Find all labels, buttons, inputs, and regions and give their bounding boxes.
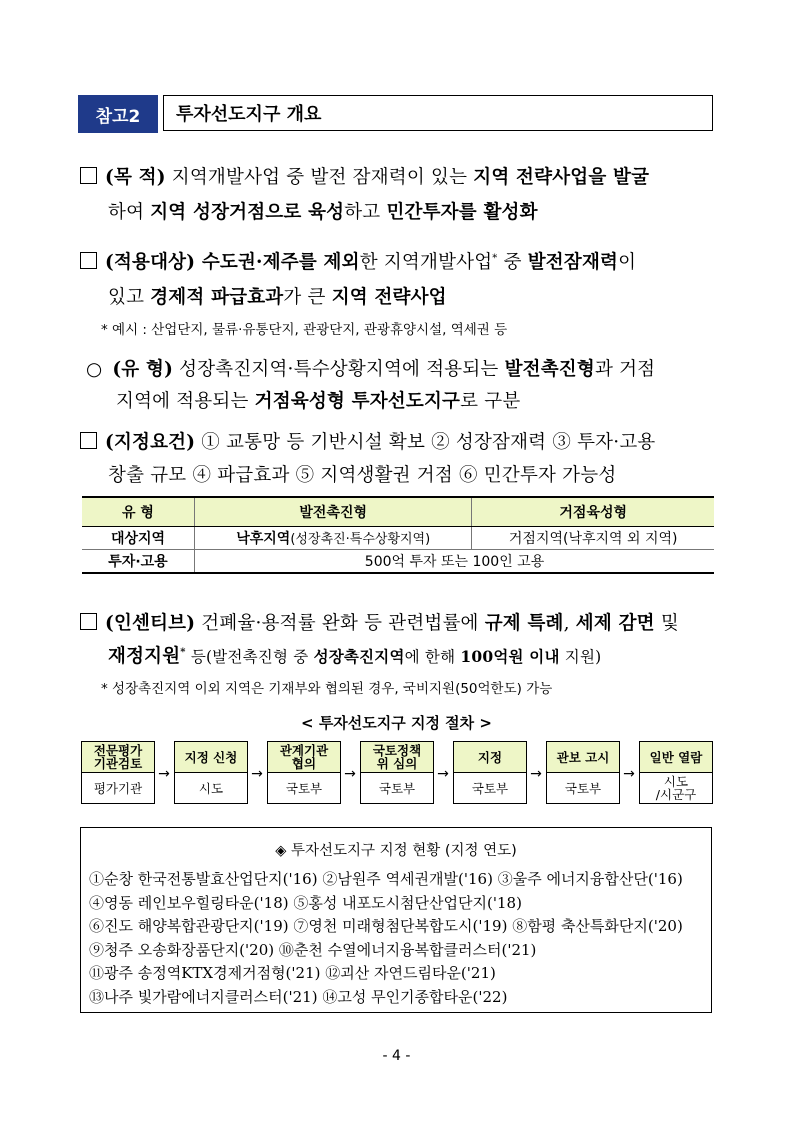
requirements-label: (지정요건) — [105, 432, 196, 453]
text-bold: 지역 성장거점으로 육성 — [150, 202, 345, 223]
arrow-right-icon: → — [251, 766, 263, 782]
process-step — [360, 741, 434, 804]
text: 지역에 적용되는 — [116, 391, 255, 412]
text: 지역개발사업 중 발전 잠재력이 있는 — [165, 167, 474, 188]
designation-status-box — [80, 827, 712, 1013]
table-header-cell: 거점육성형 — [472, 497, 714, 527]
text-bold: 지역 전략사업 — [331, 287, 447, 308]
text: (성장촉진·특수상황지역) — [290, 532, 431, 547]
text: 이 — [618, 252, 637, 273]
page-number: - 4 - — [382, 1048, 411, 1064]
text: 하고 — [344, 202, 387, 223]
arrow-right-icon: → — [623, 766, 635, 782]
designation-row: ⑪광주 송정역KTX경제거점형('21) ⑫괴산 자연드림타운('21) — [89, 964, 496, 982]
footnote-mark: * — [492, 252, 498, 264]
designation-row: ④영동 레인보우힐링타운('18) ⑤홍성 내포도시첨단산업단지('18) — [89, 893, 522, 912]
process-title: < 투자선도지구 지정 절차 > — [301, 714, 492, 732]
checkbox-icon — [80, 432, 97, 449]
incentive-line-2 — [108, 642, 601, 668]
text: 지원) — [559, 648, 602, 666]
text: 과 거점 — [594, 359, 656, 380]
scope-line-1 — [80, 248, 636, 274]
text-bold: 거점육성형 투자선도지구 — [254, 391, 461, 412]
text-bold: 낙후지역 — [236, 531, 291, 547]
scope-note: * 예시 : 산업단지, 물류·유통단지, 관광단지, 관광휴양시설, 역세권 등 — [101, 322, 508, 338]
table-cell: 투자·고용 — [82, 550, 195, 574]
text: 에 한해 — [404, 648, 461, 666]
text: ① 교통망 등 기반시설 확보 ② 성장잠재력 ③ 투자·고용 — [195, 432, 656, 453]
incentive-line-1 — [80, 609, 679, 635]
purpose-line-2 — [108, 198, 538, 224]
process-step-actor: 국토부 — [471, 780, 509, 796]
table-cell: 거점지역(낙후지역 외 지역) — [472, 527, 714, 550]
text-bold: 발전잠재력 — [527, 252, 619, 273]
incentive-label: (인센티브) — [105, 613, 196, 634]
section-tag: 참고2 — [78, 95, 158, 133]
process-step-title: 관보 고시 — [547, 742, 619, 773]
process-step-actor: 시도 — [198, 780, 224, 796]
table-cell: 대상지역 — [82, 527, 195, 550]
arrow-right-icon: → — [437, 766, 449, 782]
types-line-1 — [86, 355, 655, 381]
process-step-actor: 시도 /시군구 — [655, 774, 697, 802]
text: 창출 규모 ④ 파급효과 ⑤ 지역생활권 거점 ⑥ 민간투자 가능성 — [108, 465, 617, 486]
process-step-actor: 국토부 — [564, 780, 602, 796]
process-step-title: 관계기관 협의 — [268, 742, 340, 773]
table-header-cell: 발전촉진형 — [195, 497, 472, 527]
designation-row: ⑥진도 해양복합관광단지('19) ⑦영천 미래형첨단복합도시('19) ⑧함평 축산특화단지('20) — [89, 917, 683, 935]
types-label: (유 형) — [112, 359, 174, 380]
section-title: 투자선도지구 개요 — [163, 95, 713, 131]
checkbox-icon — [80, 167, 97, 184]
checkbox-icon — [80, 252, 97, 269]
types-line-2 — [116, 387, 520, 413]
checkbox-icon — [80, 613, 97, 630]
process-step-actor: 국토부 — [285, 780, 323, 796]
process-step — [639, 741, 713, 804]
text-bold: 경제적 파급효과 — [150, 287, 284, 308]
process-step-actor: 평가기관 — [93, 780, 143, 796]
requirements-line-2 — [108, 461, 616, 487]
table-cell — [195, 527, 472, 550]
text-bold: 지역 전략사업을 발굴 — [473, 167, 650, 188]
text-bold: 성장촉진지역 — [313, 647, 405, 666]
text-bold: 민간투자를 활성화 — [386, 202, 538, 223]
text: 있고 — [108, 287, 151, 308]
arrow-right-icon: → — [158, 766, 170, 782]
requirements-table — [82, 496, 714, 574]
text-bold: 세제 감면 — [575, 613, 655, 634]
process-step-title: 일반 열람 — [640, 742, 712, 773]
text: 건폐율·용적률 완화 등 관련법률에 — [195, 613, 485, 634]
text-bold: 발전촉진형 — [504, 359, 595, 380]
text: 한 지역개발사업 — [359, 252, 493, 273]
text: 하여 — [108, 202, 151, 223]
text: 성장촉진지역·특수상황지역에 적용되는 — [173, 359, 505, 380]
table-header-cell: 유 형 — [82, 497, 195, 527]
arrow-right-icon: → — [530, 766, 542, 782]
process-step-title: 전문평가 기관검토 — [82, 742, 154, 773]
text-bold: 수도권·제주를 제외 — [195, 252, 360, 273]
purpose-label: (목 적) — [105, 167, 166, 188]
process-step-title: 지정 — [454, 742, 526, 773]
table-row — [82, 527, 714, 550]
arrow-right-icon: → — [344, 766, 356, 782]
process-step — [81, 741, 155, 804]
scope-line-2 — [108, 283, 447, 309]
text: 등(발전촉진형 중 — [185, 648, 314, 666]
designation-row: ①순창 한국전통발효산업단지('16) ②남원주 역세권개발('16) ③울주 에너지융합산단('16) — [89, 870, 683, 888]
text: , — [563, 613, 576, 634]
table-row — [82, 550, 714, 574]
footnote-mark: * — [180, 646, 186, 658]
text: 로 구분 — [460, 391, 521, 412]
process-step-actor: 국토부 — [378, 780, 416, 796]
text: 및 — [654, 613, 679, 634]
text-bold: 재정지원 — [108, 646, 181, 667]
process-step — [174, 741, 248, 804]
designation-title: ◈ 투자선도지구 지정 현황 (지정 연도) — [275, 843, 517, 859]
process-step — [546, 741, 620, 804]
purpose-line-1 — [80, 163, 649, 189]
text-bold: 규제 특례 — [484, 613, 564, 634]
text: 중 — [497, 252, 528, 273]
scope-label: (적용대상) — [105, 252, 196, 273]
table-cell: 500억 투자 또는 100인 고용 — [195, 550, 715, 574]
process-step — [453, 741, 527, 804]
text: 가 큰 — [283, 287, 332, 308]
requirements-line-1 — [80, 428, 655, 454]
designation-row: ⑬나주 빛가람에너지클러스터('21) ⑭고성 무인기종합타운('22) — [89, 987, 508, 1006]
process-step-title: 국토정책 위 심의 — [361, 742, 433, 773]
process-step-title: 지정 신청 — [175, 742, 247, 773]
incentive-note: * 성장촉진지역 이외 지역은 기재부와 협의된 경우, 국비지원(50억한도) 가능 — [101, 681, 553, 697]
bullet-icon: ○ — [86, 359, 103, 380]
table-header-row — [82, 497, 714, 527]
text-bold: 100억원 이내 — [460, 647, 560, 666]
process-step — [267, 741, 341, 804]
designation-row: ⑨청주 오송화장품단지('20) ⑩춘천 수열에너지융복합클러스터('21) — [89, 940, 537, 959]
